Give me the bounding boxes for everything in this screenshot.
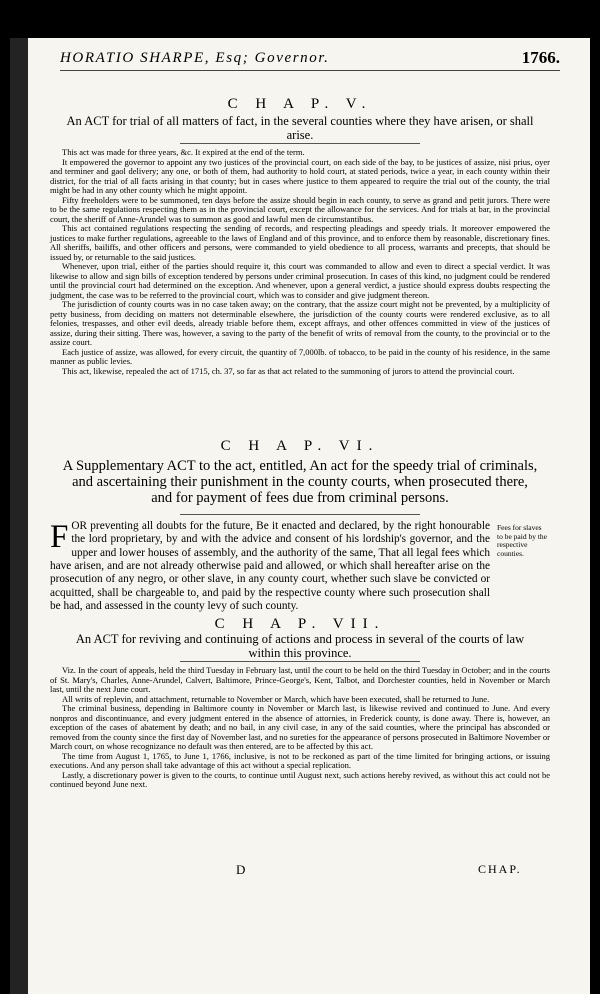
chapter-7-paragraph: All writs of replevin, and attachment, returnable to November or March, which have been executed, shall be returned to June. [62, 693, 490, 704]
chapter-7-title: An ACT for reviving and continuing of actions and process in several of the courts of law within this province. [75, 632, 525, 660]
chapter-5-paragraph: It empowered the governor to appoint any two justices of the provincial court, on each side of the bay, to be justices of assize, nisi prius, oyer and terminer and gaol delivery; any one, or both of them, had authority to hold court, at stated periods, twice a year, in each county within their district, for the trial of all facts arising in that county; but in cases where justice to them appeared to require the trial out of the county, the trial might be had in any other county which he might appoint. [50, 156, 550, 196]
running-head [60, 50, 560, 71]
chapter-5-paragraph: Each justice of assize, was allowed, for every circuit, the quantity of 7,000lb. of tobacco, to be paid in the county of his residence, in the same manner as public levies. [50, 346, 550, 367]
chapter-7-paragraph: The time from August 1, 1765, to June 1, 1766, inclusive, is not to be reckoned as part of the time limited for bringing actions, or issuing executions. And any person shall take advantage of this act without a special replication. [50, 750, 550, 771]
divider-rule [180, 143, 420, 144]
chapter-6-text [50, 520, 490, 613]
marginal-note: Fees for slaves to be paid by the respective counties. [497, 523, 547, 558]
chapter-7-paragraph: Lastly, a discretionary power is given to the courts, to continue until August next, such actions hereby revived, as without this act could not be continued beyond June next. [50, 769, 550, 790]
chapter-5-paragraph: This act was made for three years, &c. It expired at the end of the term. [62, 147, 305, 157]
running-head-year: 1766. [521, 48, 560, 67]
signature-mark: D [236, 862, 246, 877]
chapter-5-paragraph: The jurisdiction of county courts was in no case taken away; on the contrary, that the assize court might not be prevented, by a multiplicity of petty business, from deciding on matters not determinable elsewhere, the jurisdiction of the county courts were rendered exclusive, as to all felonies, trespasses, and other evil deeds, already triable before them, except affrays, and other offences committed in view of the justices of assize, during their sitting. There was, however, a saving to the party of the benefit of writs of removal from the county, to the provincial or to the assize court. [50, 299, 550, 348]
chapter-5-text [50, 148, 550, 376]
chapter-5-paragraph: Whenever, upon trial, either of the parties should require it, this court was commanded to allow and even to direct a special verdict. It was likewise to allow and sign bills of exception tendered by persons under criminal prosecution. In cases of this kind, no judgment could be rendered until the provincial court had determined on the exception. And whenever, upon a general verdict, a justice should express doubts respecting the judgment, the case was to be referred to the provincial court, which was to consider and give judgment thereon. [50, 261, 550, 300]
chapter-6-body: OR preventing all doubts for the future, Be it enacted and declared, by the right honourable the lord proprietary, by and with the advice and consent of his lordship's governor, and the upper and lower houses of assembly, and the authority of the same, That all legal fees which have arisen, and are not already otherwise paid and allowed, or which shall hereafter arise on the prosecution of any negro, or other slave, in any county court, whether such slave be convicted or acquitted, shall be chargeable to, and paid by the respective county where such prosecution shall be had, and assessed in the county levy of such county. [50, 520, 490, 612]
running-head-title: HORATIO SHARPE, Esq; Governor. [60, 50, 330, 66]
chapter-5-title: An ACT for trial of all matters of fact, in the several counties where they have arisen, or shall arise. [66, 114, 534, 142]
chapter-5-heading: C H A P. V. [227, 96, 373, 112]
chapter-6-heading: C H A P. VI. [220, 438, 380, 454]
chapter-7-heading: C H A P. VII. [214, 616, 386, 632]
chapter-5-paragraph: This act contained regulations respecting the sending of records, and respecting pleadings and speedy trials. It moreover empowered the justices to make further regulations, agreeable to the laws of England and of this province, and to enforce them by reasonable, discretionary fines. All sheriffs, bailiffs, and other officers and persons, were commanded to yield obedience to all process, warrants and precepts, that should be issued by, or returnable to the said justices. [50, 223, 550, 262]
catchword: CHAP. [478, 862, 522, 876]
page-edge-shadow [10, 38, 28, 994]
divider-rule [180, 514, 420, 515]
drop-cap: F [50, 519, 69, 555]
chapter-7-paragraph: Viz. In the court of appeals, held the third Tuesday in February last, until the court to be held on the third Tuesday in October; and in the courts of St. Mary's, Charles, Anne-Arundel, Calvert, Baltimore, Prince-George's, Kent, Talbot, and Dorchester counties, held in November or March last, until the next June court. [50, 665, 550, 695]
chapter-5-paragraph: This act, likewise, repealed the act of 1715, ch. 37, so far as that act related to the summoning of jurors to attend the provincial court. [62, 365, 515, 376]
chapter-5-paragraph: Fifty freeholders were to be summoned, ten days before the assize should begin in each county, to serve as grand and petit jurors. There were to be the same regulations respecting them as in the provincial court, except the allowance for the services. And for trials at bar, in the provincial court, the sheriff of Anne-Arundel was to summon as good and lawful men de circumstantibus. [50, 194, 550, 224]
chapter-6-title: A Supplementary ACT to the act, entitled, An act for the speedy trial of criminals, and ascertaining their punishment in the county courts, when prosecuted there, and for payment of fees due from criminal persons. [62, 458, 538, 507]
divider-rule [180, 661, 420, 662]
chapter-7-text [50, 666, 550, 790]
chapter-7-paragraph: The criminal business, depending in Baltimore county in November or March last, is likewise revived and continued to June. And every nonpros and discontinuance, and every judgment entered in the absence of attornies, in Frederick county, is done away. There is, however, an exception of the cases of abatement by death; and no bail, in any civil case, in any of the said counties, where the principal has absconded or removed from the county since the first day of November last, and no sureties for the appearance of persons prosecuted in Baltimore November or March court, on whose recognizance no default was then entered, are to be affected by this act. [50, 703, 550, 752]
